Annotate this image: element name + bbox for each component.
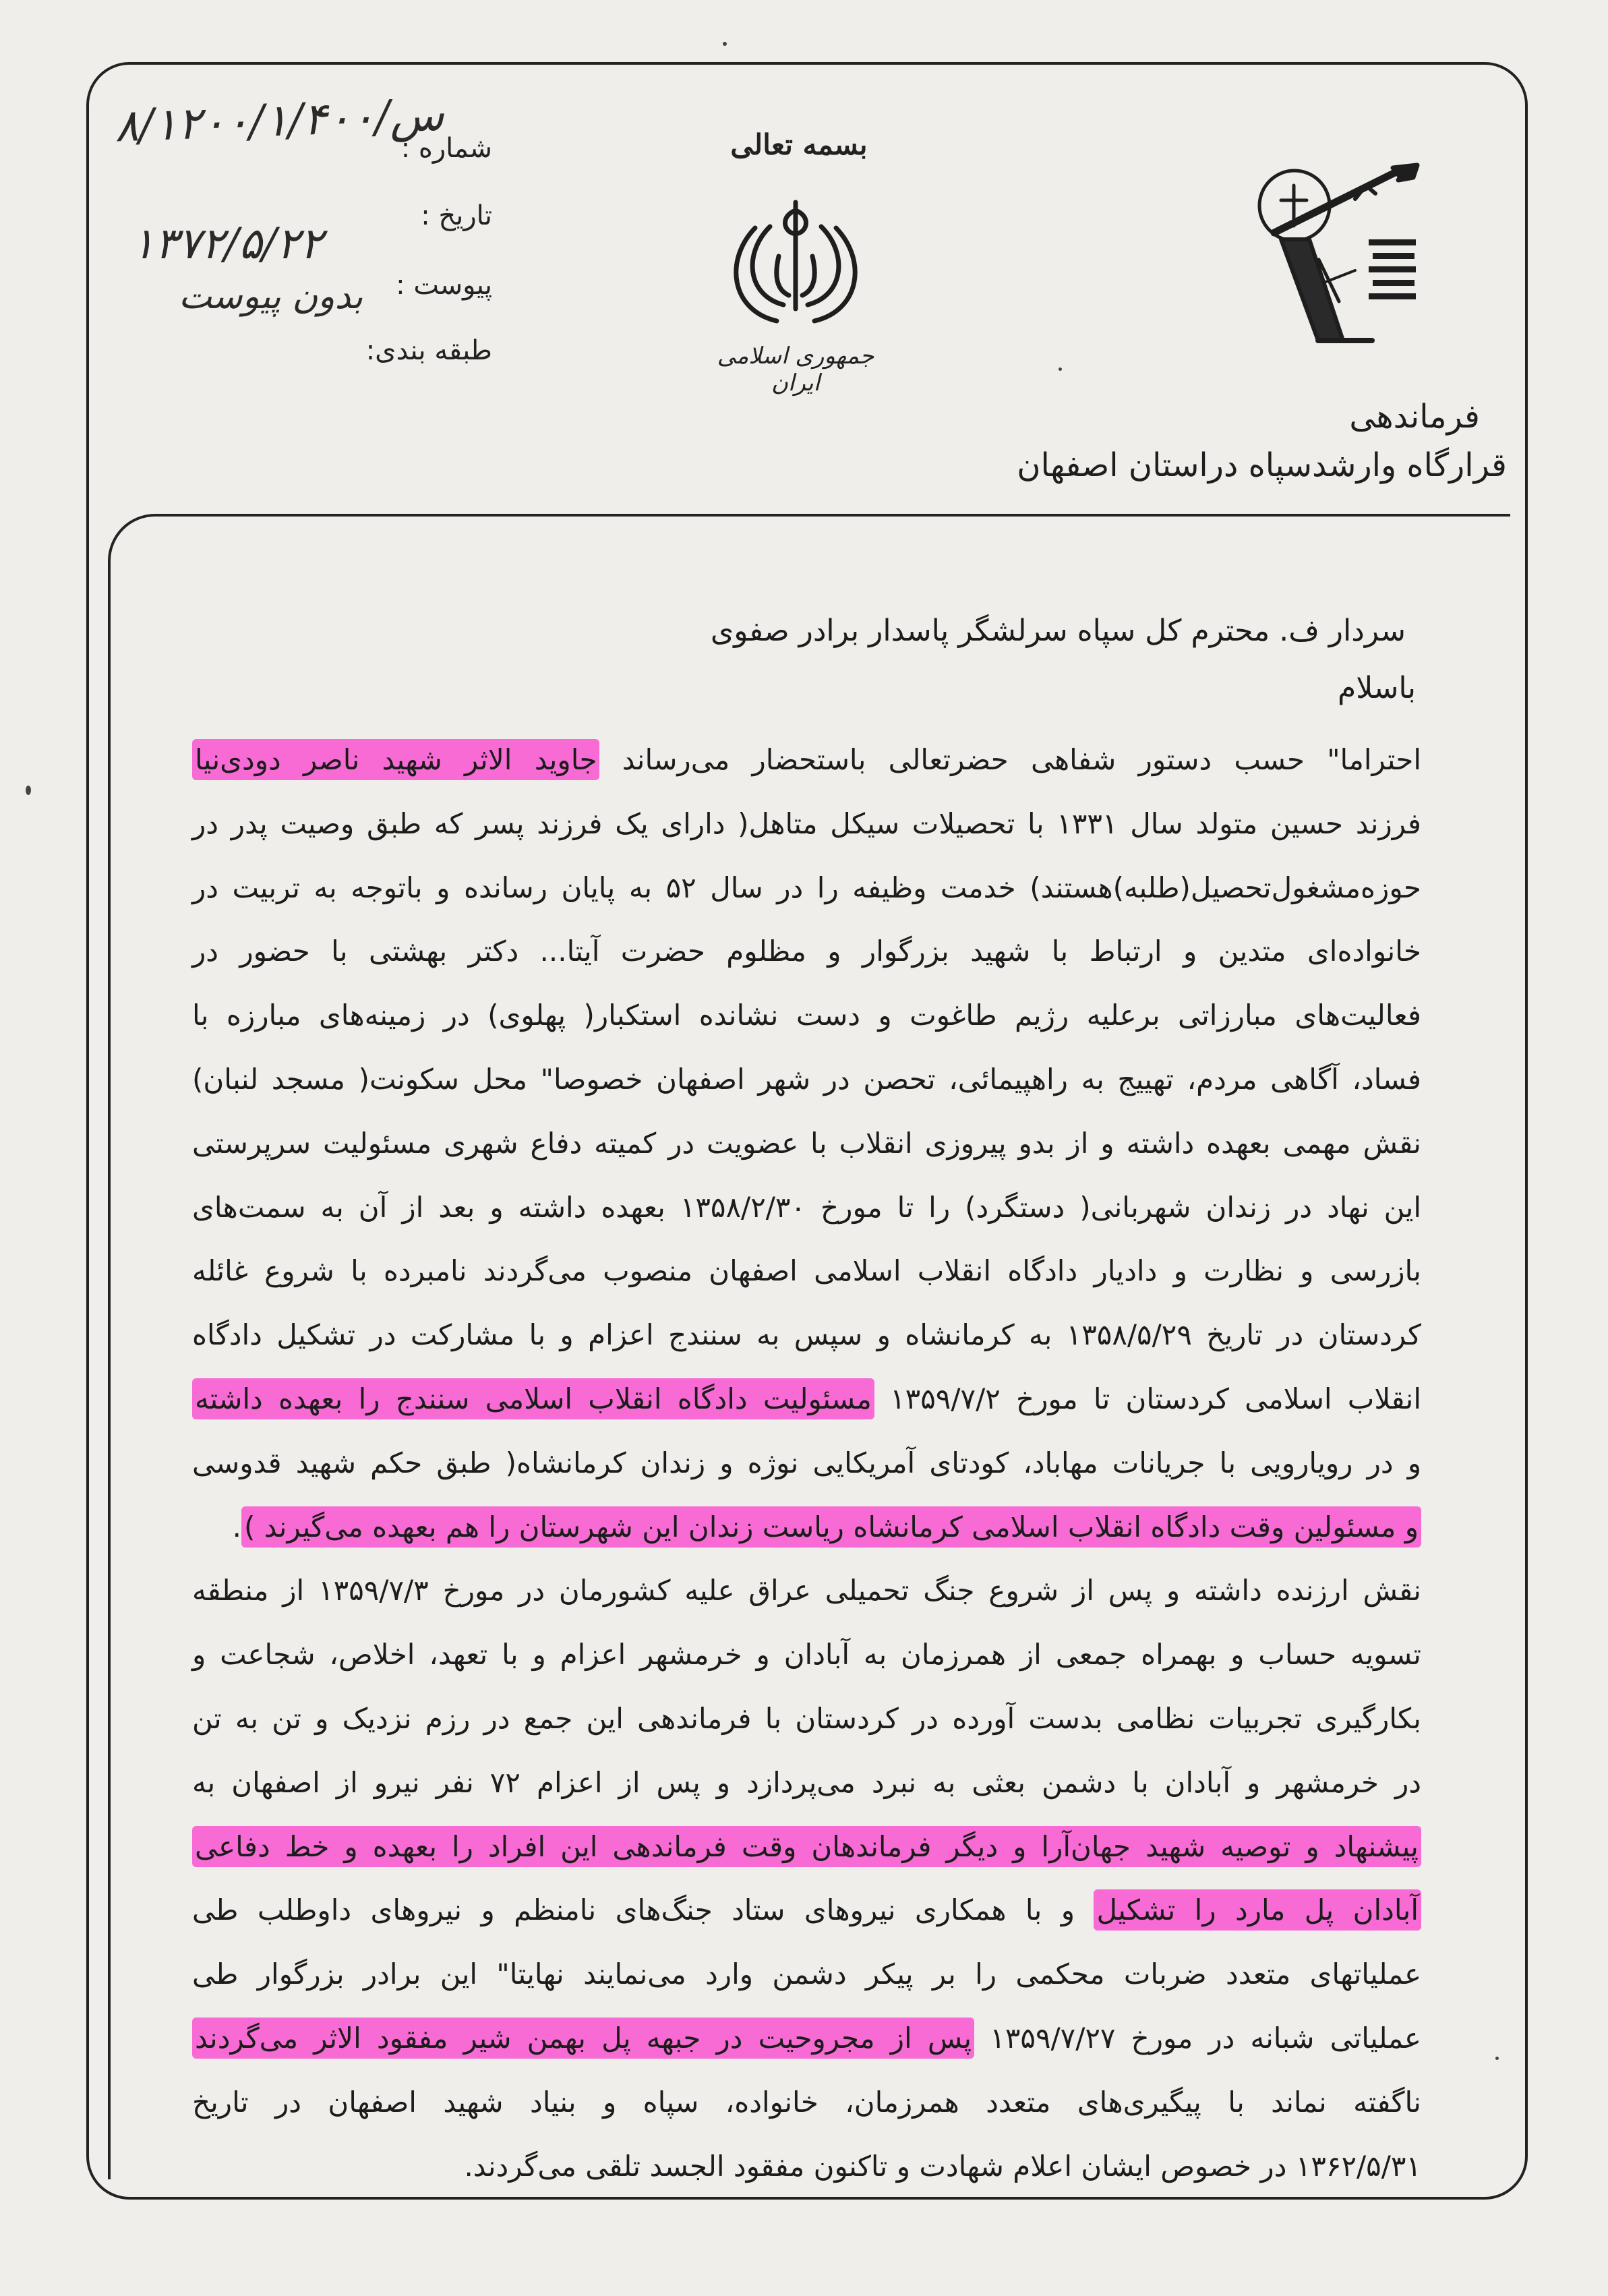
letter-line (192, 1751, 1421, 1815)
line-text: فرزند حسین متولد سال ۱۳۳۱ با تحصیلات سیکل متاهل( دارای یک فرزند پسر که طبق وصیت پدر در (192, 806, 1421, 840)
highlighted-text: جاوید الاثر شهید ناصر دودی‌نیا (192, 739, 599, 780)
heading-emblem-block (694, 128, 897, 396)
line-text: حوزه‌مشغول‌تحصیل(طلبه)هستند) خدمت وظیفه را در سال ۵۲ به پایان رسانده و باتوجه به تربیت در (192, 871, 1421, 904)
line-text: و در رویارویی با جریانات مهاباد، کودتای آمریکایی نوژه و زندان کرمانشاه( طبق حکم شهید قدوسی (192, 1446, 1421, 1479)
letter-line (192, 1432, 1421, 1496)
letter-line (192, 1943, 1421, 2007)
line-text: فساد، آگاهی مردم، تهییج به راهپیمائی، تحصن در شهر اصفهان خصوصا" محل سکونت( مسجد لنبان) (192, 1062, 1421, 1096)
line-text: . (232, 1510, 241, 1543)
letter-line (192, 920, 1421, 984)
letter-line (192, 1048, 1421, 1112)
line-text: ۱۳۶۲/۵/۳۱ در خصوص ایشان اعلام شهادت و تاکنون مفقود الجسد تلقی می‌گردند. (464, 2149, 1421, 2183)
line-text: نقش مهمی بعهده داشته و از بدو پیروزی انقلاب با عضویت در کمیته دفاع شهری مسئولیت سرپرستی (192, 1126, 1421, 1160)
number-label: شماره : (400, 133, 492, 164)
attachment-label: پیوست : (396, 270, 492, 301)
irgc-logo-icon (1254, 158, 1436, 367)
org-title-line-2: قرارگاه وارشدسپاه دراستان اصفهان (1017, 446, 1507, 484)
letter-line (192, 1815, 1421, 1879)
line-text: عملیاتی شبانه در مورخ ۱۳۵۹/۷/۲۷ (974, 2021, 1421, 2055)
highlighted-text: آبادان پل مارد را تشکیل (1094, 1889, 1421, 1931)
letter-line (192, 792, 1421, 856)
letter-line (192, 1239, 1421, 1303)
addressee-line: سردار ف. محترم کل سپاه سرلشگر پاسدار برادر صفوی (710, 614, 1406, 648)
line-text: این نهاد در زندان شهربانی( دستگرد) را تا مورخ ۱۳۵۸/۲/۳۰ بعهده داشته و بعد از آن به سمت‌های (192, 1190, 1421, 1224)
line-text: در خرمشهر و آبادان با دشمن بعثی به نبرد می‌پردازد و پس از اعزام ۷۲ نفر نیرو از اصفهان به (192, 1765, 1422, 1799)
letter-body (192, 728, 1421, 2198)
letter-line (192, 2135, 1421, 2199)
letter-line (192, 1367, 1421, 1432)
irgc-logo-block (1254, 158, 1436, 367)
handwritten-date: ۱۳۷۲/۵/۲۲ (131, 219, 323, 269)
letter-line (192, 984, 1421, 1048)
letter-line (192, 1687, 1421, 1751)
emblem-caption: جمهوری اسلامی ایران (717, 343, 874, 396)
line-text: احتراما" حسب دستور شفاهی حضرتعالی باستحضار می‌رساند (599, 743, 1421, 776)
line-text: عملیاتهای متعدد ضربات محکمی را بر پیکر دشمن وارد می‌نمایند نهایتا" این برادر بزرگوار طی (192, 1958, 1421, 1991)
scan-speck (1059, 367, 1062, 371)
letter-line (192, 1623, 1421, 1687)
scan-speck (26, 786, 31, 795)
classification-label: طبقه بندی: (365, 335, 492, 366)
line-text: نقش ارزنده داشته و پس از شروع جنگ تحمیلی عراق علیه کشورمان در مورخ ۱۳۵۹/۷/۳ از منطقه (192, 1574, 1421, 1608)
line-text: بکارگیری تجربیات نظامی بدست آورده در کردستان با فرماندهی این جمع در رزم نزدیک و تن به تن (192, 1701, 1421, 1735)
line-text: و با همکاری نیروهای ستاد جنگ‌های نامنظم و نیروهای داوطلب طی (192, 1893, 1094, 1927)
scan-speck (1495, 2057, 1499, 2060)
letter-line (192, 728, 1421, 792)
highlighted-text: و مسئولین وقت دادگاه انقلاب اسلامی کرمانشاه ریاست زندان این شهرستان را هم بعهده می‌گیرند ) (241, 1506, 1421, 1548)
line-text: انقلاب اسلامی کردستان تا مورخ ۱۳۵۹/۷/۲ (874, 1382, 1421, 1415)
line-text: کردستان در تاریخ ۱۳۵۸/۵/۲۹ به کرمانشاه و سپس به سنندج اعزام و با مشارکت در تشکیل دادگاه (192, 1318, 1422, 1352)
date-label: تاریخ : (421, 200, 492, 231)
org-title-line-1: فرماندهی (1349, 398, 1480, 436)
letter-line (192, 1176, 1421, 1240)
letter-line (192, 856, 1421, 920)
salutation: باسلام (1337, 671, 1416, 705)
line-text: بازرسی و نظارت و دادیار دادگاه انقلاب اسلامی اصفهان منصوب می‌گردند نامبرده با شروع غائله (192, 1254, 1421, 1288)
line-text: ناگفته نماند با پیگیری‌های متعدد همرزمان، خانواده، سپاه و بنیاد شهید اصفهان در تاریخ (192, 2085, 1421, 2119)
heading-calligraphy: بسمه تعالی (730, 128, 868, 161)
scan-speck (723, 42, 727, 46)
letter-line (192, 1112, 1421, 1176)
letter-line (192, 1303, 1421, 1367)
letter-line (192, 1496, 1421, 1560)
letter-line (192, 1559, 1421, 1623)
line-text: فعالیت‌های مبارزاتی برعلیه رژیم طاغوت و دست نشانده استکبار( پهلوی) در زمینه‌های مبارزه با (192, 999, 1421, 1032)
handwritten-number: ۸/۱۲۰۰/۱/۴۰۰/س (113, 88, 445, 152)
line-text: تسویه حساب و بهمراه جمعی از همرزمان به آبادان و خرمشهر اعزام و با تعهد، اخلاص، شجاعت و (192, 1638, 1421, 1672)
letter-line (192, 2071, 1421, 2135)
letter-line (192, 2007, 1421, 2071)
highlighted-text: پس از مجروحیت در جبهه پل بهمن شیر مفقود الاثر می‌گردند (192, 2018, 974, 2059)
letter-line (192, 1879, 1421, 1943)
iran-emblem-icon (694, 189, 897, 344)
highlighted-text: مسئولیت دادگاه انقلاب اسلامی سنندج را بعهده داشته (192, 1378, 874, 1419)
highlighted-text: پیشنهاد و توصیه شهید جهان‌آرا و دیگر فرماندهان وقت فرماندهی این افراد را بعهده و خط دفاعی (192, 1826, 1421, 1867)
line-text: خانواده‌ای متدین و ارتباط با شهید بزرگوار و مظلوم حضرت آیتا... دکتر بهشتی با حضور در (192, 935, 1421, 968)
handwritten-attachment: بدون پیوست (179, 276, 363, 317)
